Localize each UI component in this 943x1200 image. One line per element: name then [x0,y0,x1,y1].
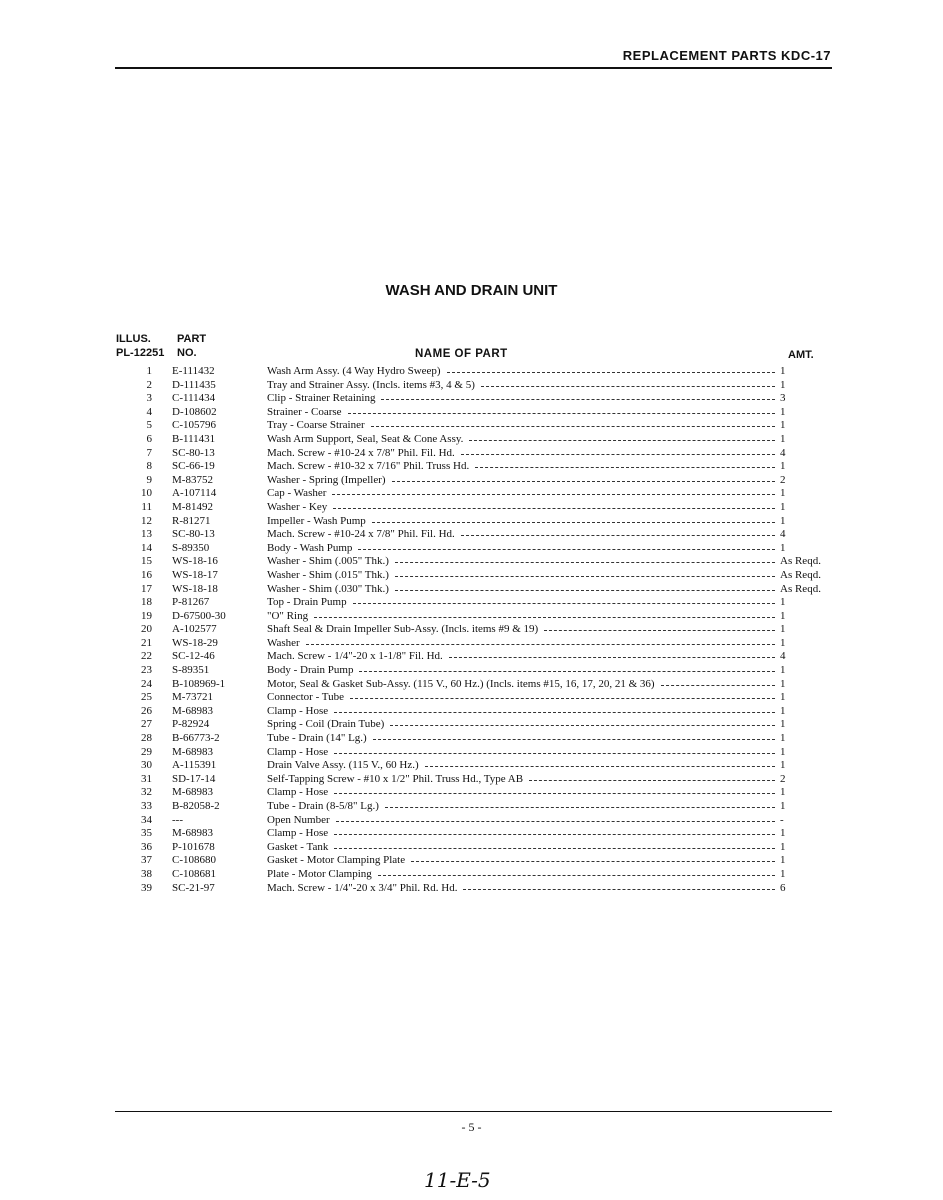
illus-number: 4 [146,405,152,418]
leader-dashes [371,419,775,427]
leader-dashes [358,542,775,550]
leader-dashes [447,365,775,373]
table-row [0,868,943,882]
part-amount: 1 [780,786,786,799]
table-row [0,596,943,610]
part-number: M-83752 [172,473,213,486]
part-name-cell [267,800,777,814]
part-name-cell [267,746,777,760]
table-row [0,664,943,678]
part-amount: 1 [780,677,786,690]
part-number: C-108681 [172,867,216,880]
illus-number: 33 [141,800,152,812]
part-amount: 1 [780,867,786,880]
part-name: Spring - Coil (Drain Tube) [267,718,385,731]
part-amount: 1 [780,800,786,812]
table-row [0,419,943,433]
part-amount: 1 [780,514,786,527]
part-name: Tube - Drain (14" Lg.) [267,732,367,745]
part-amount: As Reqd. [780,568,821,581]
part-name-cell [267,542,777,556]
part-number: S-89350 [172,541,210,554]
table-row [0,379,943,393]
part-name: Mach. Screw - #10-24 x 7/8" Phil. Fil. Hd. [267,528,455,541]
leader-dashes [529,773,775,781]
part-number: SC-66-19 [172,460,215,473]
table-row [0,637,943,651]
part-amount: 1 [780,664,786,677]
part-name-cell [267,623,777,637]
table-row [0,732,943,746]
table-row [0,786,943,800]
leader-dashes [469,433,775,441]
illus-number: 11 [141,500,152,513]
part-amount: 1 [780,432,786,445]
part-amount: 4 [780,528,786,541]
illus-number: 30 [141,759,152,772]
part-name: Self-Tapping Screw - #10 x 1/2" Phil. Truss Hd., Type AB [267,772,524,785]
part-name: Wash Arm Assy. (4 Way Hydro Sweep) [267,365,441,377]
part-name: Cap - Washer [267,487,327,500]
part-name: Washer - Shim (.015" Thk.) [267,568,389,581]
table-row [0,569,943,583]
leader-dashes [385,800,775,808]
part-name: Tray - Coarse Strainer [267,419,365,432]
illus-number: 24 [141,677,152,690]
part-amount: 2 [780,473,786,486]
table-row [0,650,943,664]
table-row [0,800,943,814]
table-row [0,814,943,828]
part-name-cell [267,732,777,746]
part-amount: 1 [780,691,786,704]
illus-number: 20 [141,623,152,636]
leader-dashes [348,406,775,414]
part-name-cell [267,392,777,406]
illus-number: 29 [141,745,152,758]
column-header-part-line1: PART [177,333,207,345]
part-name-cell [267,365,777,379]
page-number: - 5 - [461,1120,482,1134]
part-number: M-68983 [172,704,213,717]
leader-dashes [336,814,775,822]
part-name: Clip - Strainer Retaining [267,392,376,405]
leader-dashes [481,379,775,387]
section-title: WASH AND DRAIN UNIT [385,282,558,299]
table-row [0,773,943,787]
part-name: Clamp - Hose [267,745,329,758]
part-amount: 1 [780,827,786,840]
part-name-cell [267,691,777,705]
leader-dashes [392,474,775,482]
part-name-cell [267,555,777,569]
part-amount: 1 [780,718,786,731]
part-number: B-108969-1 [172,677,226,690]
table-row [0,392,943,406]
table-row [0,827,943,841]
part-name: Drain Valve Assy. (115 V., 60 Hz.) [267,759,419,772]
part-name: Body - Drain Pump [267,664,354,677]
leader-dashes [449,650,775,658]
part-name-cell [267,596,777,610]
illus-number: 35 [141,827,152,840]
leader-dashes [395,583,775,591]
illus-number: 14 [141,541,152,554]
part-number: R-81271 [172,514,211,527]
illus-number: 27 [141,718,152,731]
column-header-part-line2: NO. [177,347,197,359]
part-name: Mach. Screw - #10-32 x 7/16" Phil. Truss Hd. [267,460,470,473]
illus-number: 2 [146,378,152,391]
illus-number: 34 [141,813,152,826]
part-amount: 1 [780,405,786,418]
table-row [0,542,943,556]
illus-number: 15 [141,555,152,568]
part-name: Clamp - Hose [267,786,329,799]
part-name-cell [267,637,777,651]
illus-number: 25 [141,691,152,704]
leader-dashes [395,555,775,563]
part-name: Body - Wash Pump [267,541,353,554]
leader-dashes [306,637,775,645]
part-number: WS-18-18 [172,582,218,595]
part-name-cell [267,650,777,664]
part-amount: 1 [780,487,786,500]
part-number: P-101678 [172,840,215,853]
part-name: Wash Arm Support, Seal, Seat & Cone Assy. [267,432,464,445]
part-number: SC-80-13 [172,446,215,459]
part-name-cell [267,678,777,692]
part-amount: 1 [780,732,786,745]
part-name-cell [267,460,777,474]
part-name-cell [267,786,777,800]
leader-dashes [334,705,775,713]
column-header-part [177,332,206,360]
illus-number: 18 [141,596,152,609]
part-name-cell [267,528,777,542]
illus-number: 37 [141,854,152,867]
table-row [0,583,943,597]
illus-number: 3 [146,392,152,405]
leader-dashes [334,827,775,835]
leader-dashes [475,460,775,468]
part-name: Tube - Drain (8-5/8" Lg.) [267,800,379,812]
leader-dashes [350,691,775,699]
part-name: Plate - Motor Clamping [267,867,372,880]
leader-dashes [425,759,775,767]
leader-dashes [333,501,775,509]
illus-number: 16 [141,568,152,581]
part-name-cell [267,379,777,393]
column-header-amt: AMT. [788,349,814,361]
part-name-cell [267,419,777,433]
table-row [0,555,943,569]
part-number: SC-21-97 [172,881,215,894]
part-name-cell [267,433,777,447]
table-row [0,841,943,855]
handwritten-note: 11-E-5 [424,1168,491,1192]
part-number: D-67500-30 [172,609,226,622]
illus-number: 39 [141,881,152,894]
part-name-cell [267,569,777,583]
table-row [0,515,943,529]
part-name-cell [267,868,777,882]
part-name: Shaft Seal & Drain Impeller Sub-Assy. (Incls. items #9 & 19) [267,623,539,636]
part-name: Washer - Key [267,500,328,513]
illus-number: 12 [141,514,152,527]
part-number: WS-18-17 [172,568,218,581]
part-name-cell [267,583,777,597]
illus-number: 19 [141,609,152,622]
part-name-cell [267,882,777,896]
leader-dashes [544,623,775,631]
part-amount: 1 [780,541,786,554]
column-header-name: NAME OF PART [415,348,508,360]
illus-number: 22 [141,650,152,663]
part-number: C-111434 [172,392,216,405]
illus-number: 7 [146,446,152,459]
table-row [0,705,943,719]
illus-number: 21 [141,636,152,649]
part-name-cell [267,664,777,678]
part-amount: 1 [780,460,786,473]
leader-dashes [372,515,775,523]
leader-dashes [463,882,775,890]
part-amount: 4 [780,446,786,459]
illus-number: 28 [141,732,152,745]
part-name: Tray and Strainer Assy. (Incls. items #3, 4 & 5) [267,378,475,391]
part-amount: 1 [780,840,786,853]
part-amount: 4 [780,650,786,663]
leader-dashes [334,786,775,794]
part-amount: 1 [780,609,786,622]
part-number: M-68983 [172,786,213,799]
part-amount: 1 [780,759,786,772]
parts-list [0,365,943,895]
illus-number: 23 [141,664,152,677]
leader-dashes [334,746,775,754]
table-row [0,433,943,447]
part-amount: As Reqd. [780,582,821,595]
leader-dashes [332,487,775,495]
part-name: Washer - Shim (.030" Thk.) [267,582,389,595]
part-name-cell [267,474,777,488]
part-name: Top - Drain Pump [267,596,347,609]
table-row [0,406,943,420]
part-number: B-82058-2 [172,800,220,812]
part-number: D-108602 [172,405,217,418]
part-number: M-68983 [172,827,213,840]
part-amount: 1 [780,596,786,609]
part-name: Clamp - Hose [267,827,329,840]
table-row [0,460,943,474]
part-name: Washer [267,636,300,649]
part-name: "O" Ring [267,609,309,622]
illus-number: 38 [141,867,152,880]
part-number: P-82924 [172,718,210,731]
part-number: WS-18-29 [172,636,218,649]
leader-dashes [661,678,775,686]
part-amount: 3 [780,392,786,405]
table-row [0,528,943,542]
illus-number: 8 [146,460,152,473]
part-amount: 1 [780,854,786,867]
illus-number: 10 [141,487,152,500]
part-amount: 2 [780,772,786,785]
part-name-cell [267,610,777,624]
part-amount: 1 [780,365,786,377]
illus-number: 31 [141,772,152,785]
part-number: A-102577 [172,623,217,636]
part-number: C-108680 [172,854,216,867]
table-row [0,678,943,692]
leader-dashes [411,854,775,862]
part-number: --- [172,813,183,826]
leader-dashes [353,596,775,604]
part-name: Gasket - Motor Clamping Plate [267,854,406,867]
part-name-cell [267,814,777,828]
illus-number: 32 [141,786,152,799]
header-rule [115,67,832,69]
illus-number: 13 [141,528,152,541]
part-name: Strainer - Coarse [267,405,342,418]
part-amount: 1 [780,623,786,636]
part-number: C-105796 [172,419,216,432]
illus-number: 6 [146,432,152,445]
part-number: M-81492 [172,500,213,513]
part-number: A-107114 [172,487,217,500]
part-number: E-111432 [172,365,215,377]
leader-dashes [334,841,775,849]
part-name: Mach. Screw - 1/4"-20 x 1-1/8" Fil. Hd. [267,650,443,663]
table-row [0,447,943,461]
table-row [0,854,943,868]
leader-dashes [390,718,775,726]
part-number: SD-17-14 [172,772,216,785]
leader-dashes [378,868,775,876]
table-row [0,882,943,896]
part-amount: 1 [780,636,786,649]
part-number: B-66773-2 [172,732,220,745]
part-name: Gasket - Tank [267,840,329,853]
part-name-cell [267,406,777,420]
part-name: Impeller - Wash Pump [267,514,366,527]
part-name-cell [267,718,777,732]
table-row [0,746,943,760]
part-name-cell [267,501,777,515]
part-amount: 1 [780,419,786,432]
table-row [0,691,943,705]
part-name: Washer - Shim (.005" Thk.) [267,555,389,568]
table-row [0,718,943,732]
leader-dashes [373,732,775,740]
column-header-illus-line2: PL-12251 [116,347,165,359]
leader-dashes [461,447,775,455]
part-name-cell [267,705,777,719]
part-name-cell [267,487,777,501]
part-name: Open Number [267,813,330,826]
part-name: Mach. Screw - 1/4"-20 x 3/4" Phil. Rd. Hd. [267,881,458,894]
illus-number: 17 [141,582,152,595]
part-name-cell [267,841,777,855]
part-number: S-89351 [172,664,210,677]
leader-dashes [461,528,775,536]
table-row [0,487,943,501]
column-header-illus [116,332,164,360]
part-name: Washer - Spring (Impeller) [267,473,386,486]
part-amount: As Reqd. [780,555,821,568]
column-header-illus-line1: ILLUS. [116,333,151,345]
part-number: M-73721 [172,691,213,704]
part-name-cell [267,759,777,773]
part-name-cell [267,773,777,787]
part-amount: 1 [780,745,786,758]
part-name: Mach. Screw - #10-24 x 7/8" Phil. Fil. Hd. [267,446,455,459]
footer-rule [115,1111,832,1112]
part-amount: 1 [780,378,786,391]
illus-number: 36 [141,840,152,853]
part-name: Connector - Tube [267,691,344,704]
part-name: Motor, Seal & Gasket Sub-Assy. (115 V., 60 Hz.) (Incls. items #15, 16, 17, 20, 21 & 36) [267,677,655,690]
part-name-cell [267,515,777,529]
part-name: Clamp - Hose [267,704,329,717]
illus-number: 1 [146,365,152,377]
part-name-cell [267,447,777,461]
part-number: SC-80-13 [172,528,215,541]
table-row [0,623,943,637]
leader-dashes [395,569,775,577]
part-amount: 1 [780,704,786,717]
part-number: D-111435 [172,378,216,391]
part-number: P-81267 [172,596,210,609]
part-number: SC-12-46 [172,650,215,663]
part-name-cell [267,854,777,868]
part-name-cell [267,827,777,841]
table-row [0,474,943,488]
part-number: M-68983 [172,745,213,758]
leader-dashes [314,610,775,618]
table-row [0,610,943,624]
table-row [0,501,943,515]
table-row [0,759,943,773]
part-number: A-115391 [172,759,217,772]
table-row [0,365,943,379]
leader-dashes [359,664,775,672]
part-number: B-111431 [172,432,216,445]
part-amount: 1 [780,500,786,513]
part-number: WS-18-16 [172,555,218,568]
illus-number: 5 [146,419,152,432]
page-header-title: REPLACEMENT PARTS KDC-17 [622,48,831,63]
leader-dashes [381,392,775,400]
illus-number: 9 [146,473,152,486]
part-amount: - [780,813,784,826]
part-amount: 6 [780,881,786,894]
illus-number: 26 [141,704,152,717]
